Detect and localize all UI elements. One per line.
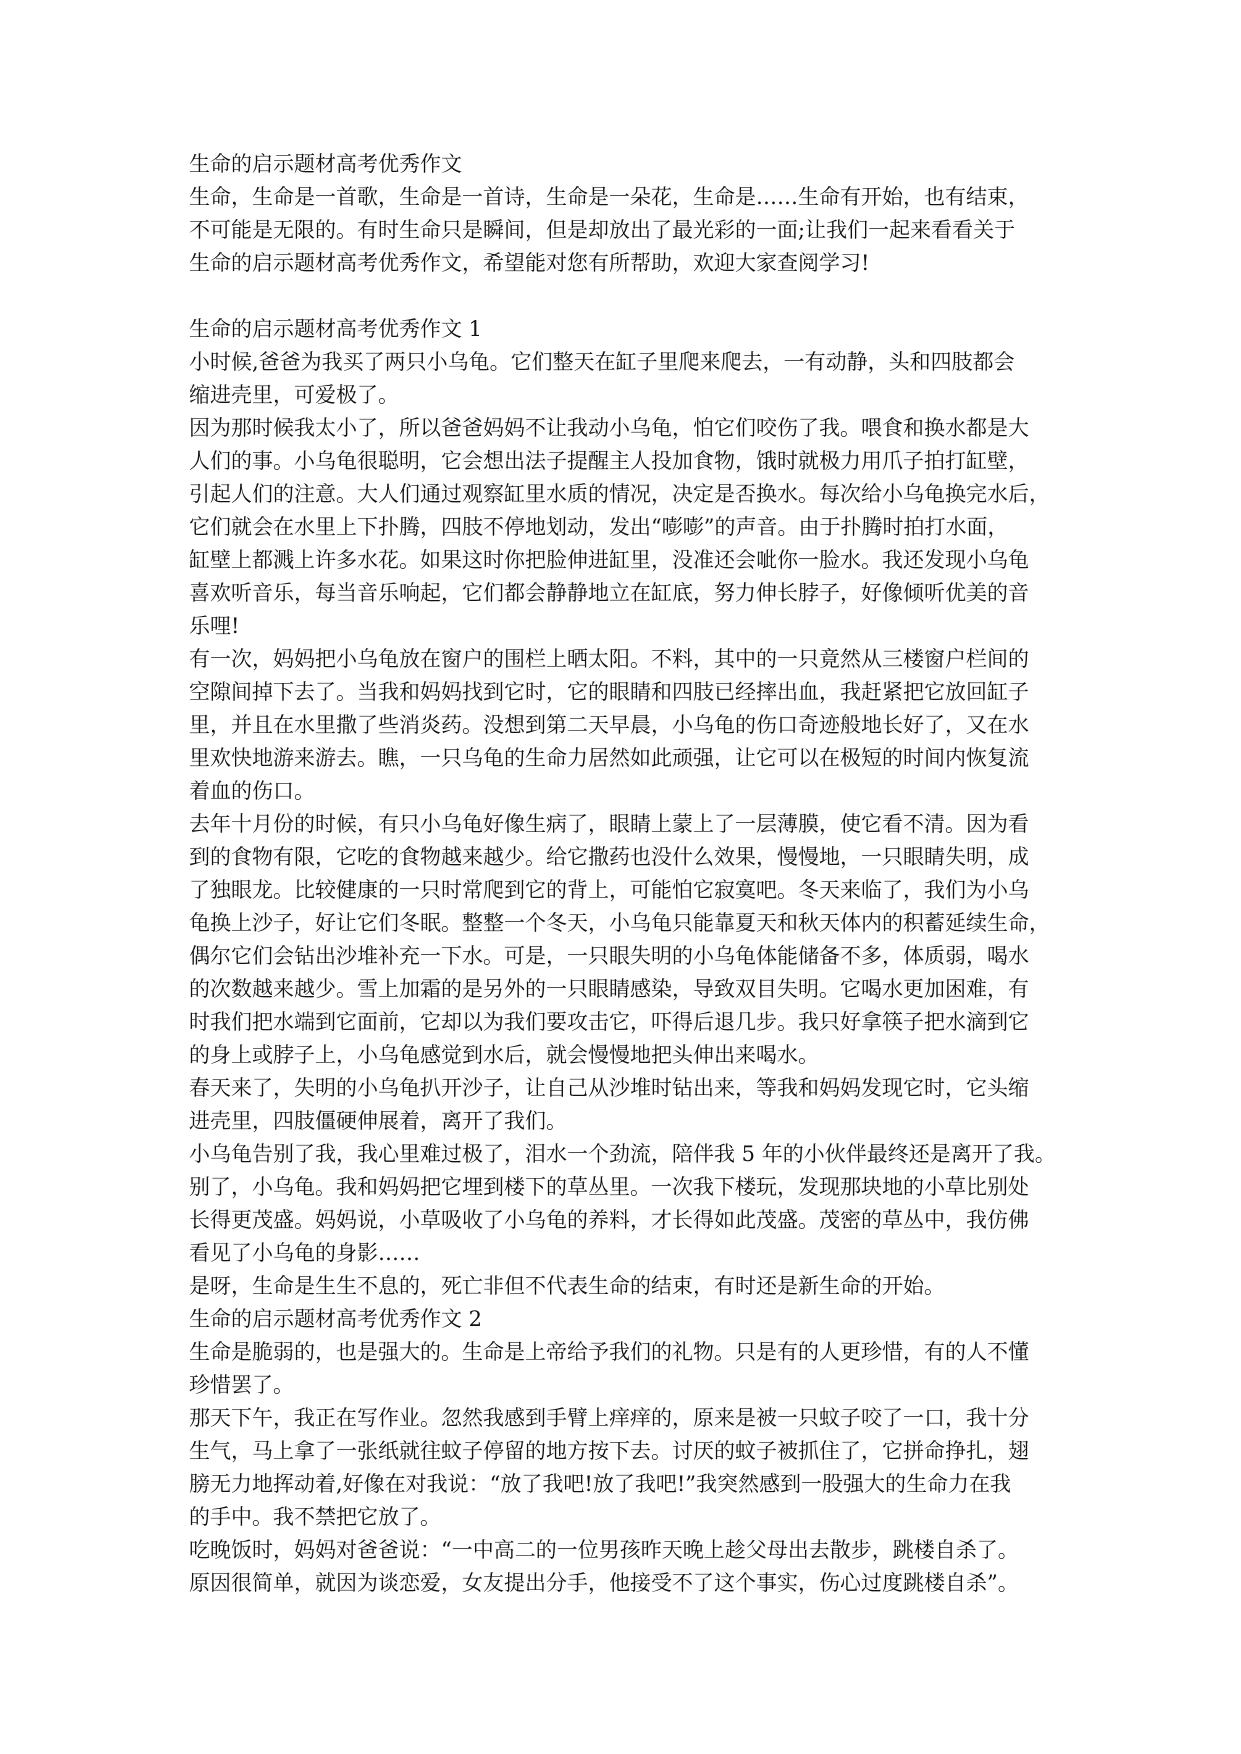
- essay2-line: 膀无力地挥动着,好像在对我说：“放了我吧!放了我吧!”我突然感到一股强大的生命力在我: [189, 1472, 1012, 1496]
- essay1-body: [189, 346, 1069, 1303]
- paragraph-spacer: [189, 280, 1069, 313]
- essay1-line: 龟换上沙子，好让它们冬眠。整整一个冬天，小乌龟只能靠夏天和秋天体内的积蓄延续生命，: [189, 911, 1050, 935]
- essay1-line: 到的食物有限，它吃的食物越来越少。给它撒药也没什么效果，慢慢地，一只眼睛失明，成: [189, 845, 1029, 869]
- essay1-line: 的次数越来越少。雪上加霜的是另外的一只眼睛感染，导致双目失明。它喝水更加困难，有: [189, 977, 1029, 1001]
- essay1-heading: 生命的启示题材高考优秀作文 1: [189, 317, 483, 341]
- essay1-line: 缩进壳里，可爱极了。: [189, 383, 399, 407]
- intro-paragraph: [189, 181, 1069, 280]
- essay1-line: 去年十月份的时候，有只小乌龟好像生病了，眼睛上蒙上了一层薄膜，使它看不清。因为看: [189, 812, 1029, 836]
- essay1-line: 有一次，妈妈把小乌龟放在窗户的围栏上晒太阳。不料，其中的一只竟然从三楼窗户栏间的: [189, 647, 1029, 671]
- essay2-line: 原因很简单，就因为谈恋爱，女友提出分手，他接受不了这个事实，伤心过度跳楼自杀”。: [189, 1571, 1019, 1595]
- essay1-line: 缸壁上都溅上许多水花。如果这时你把脸伸进缸里，没准还会呲你一脸水。我还发现小乌龟: [189, 548, 1029, 572]
- essay2-line: 那天下午，我正在写作业。忽然我感到手臂上痒痒的，原来是被一只蚊子咬了一口，我十分: [189, 1406, 1029, 1430]
- essay1-line: 小乌龟告别了我，我心里难过极了，泪水一个劲流，陪伴我 5 年的小伙伴最终还是离开了我。: [189, 1142, 1056, 1166]
- essay1-line: 它们就会在水里上下扑腾，四肢不停地划动，发出“嘭嘭”的声音。由于扑腾时拍打水面，: [189, 515, 1009, 539]
- essay2-heading: 生命的启示题材高考优秀作文 2: [189, 1307, 483, 1331]
- essay1-line: 了独眼龙。比较健康的一只时常爬到它的背上，可能怕它寂寞吧。冬天来临了，我们为小乌: [189, 878, 1029, 902]
- essay1-line: 的身上或脖子上，小乌龟感觉到水后，就会慢慢地把头伸出来喝水。: [189, 1043, 819, 1067]
- essay1-line: 里，并且在水里撒了些消炎药。没想到第二天早晨，小乌龟的伤口奇迹般地长好了，又在水: [189, 713, 1029, 737]
- essay1-line: 看见了小乌龟的身影……: [189, 1241, 420, 1265]
- essay1-line: 乐哩!: [189, 614, 240, 638]
- essay1-line: 春天来了，失明的小乌龟扒开沙子，让自己从沙堆时钻出来，等我和妈妈发现它时，它头缩: [189, 1076, 1029, 1100]
- essay1-line: 是呀，生命是生生不息的，死亡非但不代表生命的结束，有时还是新生命的开始。: [189, 1274, 945, 1298]
- intro-line: 不可能是无限的。有时生命只是瞬间，但是却放出了最光彩的一面;让我们一起来看看关于: [189, 218, 1016, 242]
- essay2-line: 珍惜罢了。: [189, 1373, 294, 1397]
- intro-line: 生命的启示题材高考优秀作文，希望能对您有所帮助，欢迎大家查阅学习!: [189, 251, 870, 275]
- essay1-line: 小时候,爸爸为我买了两只小乌龟。它们整天在缸子里爬来爬去，一有动静，头和四肢都会: [189, 350, 1015, 374]
- essay1-line: 着血的伤口。: [189, 779, 315, 803]
- essay1-line: 喜欢听音乐，每当音乐响起，它们都会静静地立在缸底，努力伸长脖子，好像倾听优美的音: [189, 581, 1029, 605]
- essay1-line: 引起人们的注意。大人们通过观察缸里水质的情况，决定是否换水。每次给小乌龟换完水后，: [189, 482, 1050, 506]
- essay1-line: 别了，小乌龟。我和妈妈把它埋到楼下的草丛里。一次我下楼玩，发现那块地的小草比别处: [189, 1175, 1029, 1199]
- essay2-body: [189, 1336, 1069, 1600]
- essay1-line: 因为那时候我太小了，所以爸爸妈妈不让我动小乌龟，怕它们咬伤了我。喂食和换水都是大: [189, 416, 1029, 440]
- essay2-line: 生命是脆弱的，也是强大的。生命是上帝给予我们的礼物。只是有的人更珍惜，有的人不懂: [189, 1340, 1029, 1364]
- essay1-line: 长得更茂盛。妈妈说，小草吸收了小乌龟的养料，才长得如此茂盛。茂密的草丛中，我仿佛: [189, 1208, 1029, 1232]
- essay1-line: 时我们把水端到它面前，它却以为我们要攻击它，吓得后退几步。我只好拿筷子把水滴到它: [189, 1010, 1029, 1034]
- document-title: 生命的启示题材高考优秀作文: [189, 152, 462, 176]
- essay2-line: 生气，马上拿了一张纸就往蚊子停留的地方按下去。讨厌的蚊子被抓住了，它拼命挣扎，翅: [189, 1439, 1029, 1463]
- document-body: [189, 148, 1069, 1600]
- essay2-line: 吃晚饭时，妈妈对爸爸说：“一中高二的一位男孩昨天晚上趁父母出去散步，跳楼自杀了。: [189, 1538, 1019, 1562]
- essay1-line: 人们的事。小乌龟很聪明，它会想出法子提醒主人投加食物，饿时就极力用爪子拍打缸壁，: [189, 449, 1029, 473]
- essay1-line: 偶尔它们会钻出沙堆补充一下水。可是，一只眼失明的小乌龟体能储备不多，体质弱，喝水: [189, 944, 1029, 968]
- essay2-line: 的手中。我不禁把它放了。: [189, 1505, 441, 1529]
- essay1-line: 里欢快地游来游去。瞧，一只乌龟的生命力居然如此顽强，让它可以在极短的时间内恢复流: [189, 746, 1029, 770]
- essay1-line: 空隙间掉下去了。当我和妈妈找到它时，它的眼睛和四肢已经摔出血，我赶紧把它放回缸子: [189, 680, 1029, 704]
- essay1-line: 进壳里，四肢僵硬伸展着，离开了我们。: [189, 1109, 567, 1133]
- intro-line: 生命，生命是一首歌，生命是一首诗，生命是一朵花，生命是……生命有开始，也有结束，: [189, 185, 1029, 209]
